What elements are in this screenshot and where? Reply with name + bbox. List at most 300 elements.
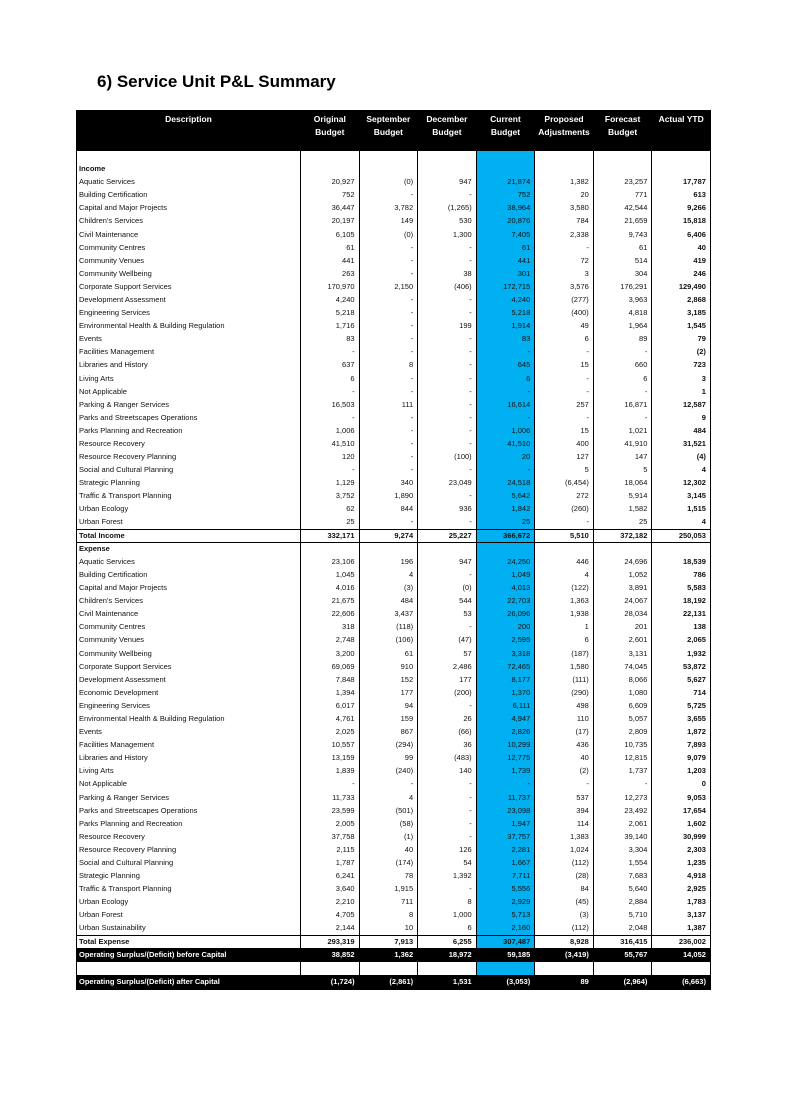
cell-september-budget: 78	[359, 870, 418, 883]
row-label: Corporate Support Services	[79, 281, 172, 291]
table-header	[77, 111, 711, 151]
table-row	[77, 503, 711, 516]
cell-september-budget: 4	[359, 568, 418, 581]
row-label: Building Certification	[79, 569, 148, 579]
cell-forecast-budget: 5,914	[593, 490, 652, 503]
cell-current-budget: 4,013	[476, 582, 535, 595]
cell-proposed-adjustments: -	[535, 778, 594, 791]
cell-actual-ytd: 1,545	[652, 320, 711, 333]
cell-actual-ytd: 250,053	[652, 529, 711, 542]
table-row	[77, 883, 711, 896]
cell-original-budget: 1,394	[301, 686, 360, 699]
table-row	[77, 385, 711, 398]
cell-proposed-adjustments: (122)	[535, 582, 594, 595]
table-row	[77, 699, 711, 712]
cell-actual-ytd: 12,587	[652, 398, 711, 411]
cell-december-budget: 1,392	[418, 870, 477, 883]
cell-original-budget: -	[301, 385, 360, 398]
row-label: Parking & Ranger Services	[79, 792, 170, 802]
cell-original-budget: 2,210	[301, 896, 360, 909]
cell-actual-ytd: 613	[652, 189, 711, 202]
table-row	[77, 215, 711, 228]
cell-actual-ytd: 1,872	[652, 726, 711, 739]
cell-forecast-budget: -	[593, 385, 652, 398]
cell-current-budget: 1,667	[476, 856, 535, 869]
cell-actual-ytd: 5,627	[652, 673, 711, 686]
cell-current-budget: 5,218	[476, 307, 535, 320]
cell-actual-ytd: 1,515	[652, 503, 711, 516]
cell-original-budget: 41,510	[301, 437, 360, 450]
cell-december-budget: -	[418, 778, 477, 791]
cell-current-budget: 26,096	[476, 608, 535, 621]
cell-forecast-budget	[593, 151, 652, 163]
cell-actual-ytd: 3,655	[652, 712, 711, 725]
cell-current-budget: 23,098	[476, 804, 535, 817]
cell-proposed-adjustments: -	[535, 346, 594, 359]
cell-current-budget: 8,177	[476, 673, 535, 686]
cell-september-budget: (240)	[359, 765, 418, 778]
cell-actual-ytd: 2,065	[652, 634, 711, 647]
cell-december-budget: 2,486	[418, 660, 477, 673]
page-title: 6) Service Unit P&L Summary	[97, 72, 336, 91]
cell-september-budget: -	[359, 307, 418, 320]
cell-forecast-budget: 1,737	[593, 765, 652, 778]
cell-current-budget: 6,111	[476, 699, 535, 712]
cell-forecast-budget: 89	[593, 333, 652, 346]
cell-actual-ytd: 1,783	[652, 896, 711, 909]
cell-december-budget: -	[418, 333, 477, 346]
cell-current-budget: -	[476, 778, 535, 791]
cell-forecast-budget: 2,048	[593, 922, 652, 935]
cell-original-budget: 1,839	[301, 765, 360, 778]
cell-forecast-budget: 3,304	[593, 843, 652, 856]
column-header-original-budget	[301, 111, 360, 151]
cell-december-budget: (0)	[418, 582, 477, 595]
cell-actual-ytd: 9	[652, 411, 711, 424]
cell-forecast-budget: 3,131	[593, 647, 652, 660]
cell-current-budget: 366,672	[476, 529, 535, 542]
table-row	[77, 280, 711, 293]
operating-result-row	[77, 948, 711, 962]
cell-current-budget: 2,595	[476, 634, 535, 647]
cell-original-budget: 37,758	[301, 830, 360, 843]
cell-current-budget: 172,715	[476, 280, 535, 293]
row-label: Income	[79, 164, 106, 174]
cell-forecast-budget: 6	[593, 372, 652, 385]
cell-forecast-budget: 25	[593, 516, 652, 529]
cell-december-budget: -	[418, 254, 477, 267]
cell-september-budget: 159	[359, 712, 418, 725]
cell-original-budget: 4,240	[301, 293, 360, 306]
cell-proposed-adjustments: 3,580	[535, 202, 594, 215]
row-label: Engineering Services	[79, 700, 150, 710]
cell-december-budget: 177	[418, 673, 477, 686]
cell-actual-ytd: 2,868	[652, 293, 711, 306]
cell-actual-ytd: 5,725	[652, 699, 711, 712]
cell-september-budget: -	[359, 424, 418, 437]
column-header-forecast-budget	[593, 111, 652, 151]
cell-proposed-adjustments: 1,938	[535, 608, 594, 621]
row-label: Corporate Support Services	[79, 661, 172, 671]
cell-september-budget: -	[359, 372, 418, 385]
cell-current-budget	[476, 962, 535, 975]
cell-original-budget: 23,106	[301, 555, 360, 568]
table-row	[77, 765, 711, 778]
cell-forecast-budget: 5,640	[593, 883, 652, 896]
cell-actual-ytd	[652, 962, 711, 975]
cell-current-budget	[476, 151, 535, 163]
cell-original-budget	[301, 163, 360, 176]
table-row	[77, 660, 711, 673]
cell-proposed-adjustments: -	[535, 411, 594, 424]
table-row	[77, 843, 711, 856]
cell-original-budget: 441	[301, 254, 360, 267]
cell-original-budget: 61	[301, 241, 360, 254]
cell-september-budget: -	[359, 464, 418, 477]
table-row	[77, 516, 711, 529]
cell-proposed-adjustments: -	[535, 385, 594, 398]
table-body	[77, 151, 711, 990]
cell-actual-ytd	[652, 151, 711, 163]
cell-december-budget: -	[418, 464, 477, 477]
cell-december-budget: 199	[418, 320, 477, 333]
cell-proposed-adjustments: (187)	[535, 647, 594, 660]
cell-current-budget: 83	[476, 333, 535, 346]
cell-september-budget: 2,150	[359, 280, 418, 293]
table-row	[77, 896, 711, 909]
row-label: Resource Recovery	[79, 831, 145, 841]
cell-december-budget: -	[418, 699, 477, 712]
cell-current-budget: 41,510	[476, 437, 535, 450]
column-header-description	[77, 111, 301, 151]
cell-december-budget: 6,255	[418, 935, 477, 948]
cell-proposed-adjustments: (28)	[535, 870, 594, 883]
cell-september-budget: 94	[359, 699, 418, 712]
row-label: Parking & Ranger Services	[79, 399, 170, 409]
cell-december-budget: -	[418, 490, 477, 503]
row-label: Social and Cultural Planning	[79, 465, 174, 475]
cell-actual-ytd: 4	[652, 464, 711, 477]
cell-december-budget: 38	[418, 267, 477, 280]
cell-december-budget: 18,972	[418, 948, 477, 962]
cell-current-budget: 37,757	[476, 830, 535, 843]
cell-current-budget: 307,487	[476, 935, 535, 948]
table-row	[77, 595, 711, 608]
row-label: Urban Sustainability	[79, 923, 146, 933]
cell-september-budget: -	[359, 241, 418, 254]
column-header-proposed-adjustments	[535, 111, 594, 151]
cell-original-budget: 25	[301, 516, 360, 529]
cell-december-budget: 126	[418, 843, 477, 856]
row-label: Resource Recovery Planning	[79, 452, 177, 462]
cell-proposed-adjustments: (2)	[535, 765, 594, 778]
column-header-line1: Description	[165, 114, 212, 124]
cell-current-budget: 301	[476, 267, 535, 280]
cell-forecast-budget: 304	[593, 267, 652, 280]
cell-september-budget: 4	[359, 791, 418, 804]
row-label: Parks Planning and Recreation	[79, 818, 183, 828]
cell-forecast-budget: 28,034	[593, 608, 652, 621]
column-header-line1: Proposed	[544, 114, 584, 124]
table-row	[77, 555, 711, 568]
column-header-actual-ytd	[652, 111, 711, 151]
cell-december-budget: 1,531	[418, 975, 477, 989]
cell-actual-ytd: 4,918	[652, 870, 711, 883]
cell-original-budget: 3,752	[301, 490, 360, 503]
cell-september-budget: (118)	[359, 621, 418, 634]
cell-original-budget: 1,716	[301, 320, 360, 333]
cell-current-budget: 22,703	[476, 595, 535, 608]
cell-current-budget: 3,318	[476, 647, 535, 660]
cell-actual-ytd: (4)	[652, 451, 711, 464]
row-label: Not Applicable	[79, 779, 127, 789]
cell-proposed-adjustments: (17)	[535, 726, 594, 739]
cell-december-budget: 1,000	[418, 909, 477, 922]
cell-current-budget: 1,049	[476, 568, 535, 581]
cell-original-budget: 6,241	[301, 870, 360, 883]
table-row	[77, 477, 711, 490]
cell-forecast-budget: 514	[593, 254, 652, 267]
cell-current-budget: 5,713	[476, 909, 535, 922]
row-label: Resource Recovery	[79, 439, 145, 449]
table-row	[77, 437, 711, 450]
cell-proposed-adjustments: 1	[535, 621, 594, 634]
cell-forecast-budget: 5,057	[593, 712, 652, 725]
table-row	[77, 411, 711, 424]
cell-current-budget: 1,842	[476, 503, 535, 516]
cell-current-budget: 59,185	[476, 948, 535, 962]
cell-actual-ytd	[652, 163, 711, 176]
column-header-september-budget	[359, 111, 418, 151]
cell-forecast-budget: 1,554	[593, 856, 652, 869]
row-label: Libraries and History	[79, 753, 148, 763]
cell-september-budget: 99	[359, 752, 418, 765]
cell-original-budget: 263	[301, 267, 360, 280]
table-row	[77, 830, 711, 843]
cell-proposed-adjustments: (260)	[535, 503, 594, 516]
cell-december-budget: (406)	[418, 280, 477, 293]
table-row	[77, 582, 711, 595]
cell-original-budget: 120	[301, 451, 360, 464]
row-label: Events	[79, 334, 102, 344]
column-header-line1: Current	[490, 114, 521, 124]
cell-current-budget: 441	[476, 254, 535, 267]
cell-original-budget: 6	[301, 372, 360, 385]
cell-proposed-adjustments: 394	[535, 804, 594, 817]
cell-current-budget: 21,874	[476, 176, 535, 189]
row-label: Strategic Planning	[79, 478, 140, 488]
row-label: Strategic Planning	[79, 871, 140, 881]
cell-september-budget: -	[359, 516, 418, 529]
cell-actual-ytd: 15,818	[652, 215, 711, 228]
cell-september-budget: -	[359, 385, 418, 398]
cell-december-budget: -	[418, 791, 477, 804]
cell-september-budget	[359, 151, 418, 163]
cell-september-budget: 111	[359, 398, 418, 411]
cell-original-budget: 2,144	[301, 922, 360, 935]
cell-september-budget: (174)	[359, 856, 418, 869]
cell-proposed-adjustments: (112)	[535, 856, 594, 869]
cell-actual-ytd: 1	[652, 385, 711, 398]
cell-september-budget: 40	[359, 843, 418, 856]
cell-actual-ytd: 714	[652, 686, 711, 699]
table-row	[77, 673, 711, 686]
cell-proposed-adjustments: 446	[535, 555, 594, 568]
cell-december-budget	[418, 163, 477, 176]
row-label: Community Wellbeing	[79, 268, 152, 278]
cell-original-budget: 2,115	[301, 843, 360, 856]
cell-current-budget: 1,914	[476, 320, 535, 333]
spacer-row	[77, 151, 711, 163]
cell-original-budget: 11,733	[301, 791, 360, 804]
cell-proposed-adjustments: (112)	[535, 922, 594, 935]
cell-forecast-budget: 372,182	[593, 529, 652, 542]
row-label: Urban Ecology	[79, 897, 129, 907]
cell-forecast-budget: 10,735	[593, 739, 652, 752]
row-label: Civil Maintenance	[79, 609, 139, 619]
column-header-line1: December	[426, 114, 468, 124]
cell-proposed-adjustments: 40	[535, 752, 594, 765]
cell-december-budget: -	[418, 883, 477, 896]
cell-original-budget: 23,599	[301, 804, 360, 817]
row-label: Total Income	[77, 529, 301, 542]
cell-forecast-budget: 1,582	[593, 503, 652, 516]
cell-september-budget: (58)	[359, 817, 418, 830]
cell-september-budget: 8	[359, 359, 418, 372]
cell-current-budget: 2,929	[476, 896, 535, 909]
cell-proposed-adjustments: 6	[535, 333, 594, 346]
cell-proposed-adjustments: 6	[535, 634, 594, 647]
spacer-row	[77, 962, 711, 975]
cell-december-budget: -	[418, 516, 477, 529]
table-row	[77, 398, 711, 411]
cell-september-budget: 1,890	[359, 490, 418, 503]
cell-current-budget: 4,240	[476, 293, 535, 306]
table-row	[77, 686, 711, 699]
cell-forecast-budget: 2,601	[593, 634, 652, 647]
cell-forecast-budget: 24,067	[593, 595, 652, 608]
table-row	[77, 608, 711, 621]
column-header-line2: Budget	[607, 127, 638, 137]
cell-december-budget: -	[418, 621, 477, 634]
cell-current-budget: 38,964	[476, 202, 535, 215]
cell-december-budget: -	[418, 437, 477, 450]
table-row	[77, 424, 711, 437]
cell-september-budget: -	[359, 346, 418, 359]
cell-december-budget: (66)	[418, 726, 477, 739]
cell-september-budget: -	[359, 189, 418, 202]
cell-proposed-adjustments: 89	[535, 975, 594, 989]
cell-actual-ytd: 3,145	[652, 490, 711, 503]
cell-proposed-adjustments: 8,928	[535, 935, 594, 948]
cell-september-budget: 149	[359, 215, 418, 228]
row-label: Expense	[79, 544, 110, 554]
cell-original-budget: 332,171	[301, 529, 360, 542]
cell-september-budget: 867	[359, 726, 418, 739]
cell-december-budget: -	[418, 411, 477, 424]
cell-proposed-adjustments: 1,363	[535, 595, 594, 608]
cell-forecast-budget: 660	[593, 359, 652, 372]
table-row	[77, 359, 711, 372]
column-header-line1: September	[366, 114, 411, 124]
table-row	[77, 647, 711, 660]
cell-actual-ytd: 9,266	[652, 202, 711, 215]
cell-forecast-budget: 9,743	[593, 228, 652, 241]
table-row	[77, 464, 711, 477]
pl-summary-table	[76, 110, 711, 990]
cell-actual-ytd: 786	[652, 568, 711, 581]
column-header-line2: Budget	[490, 127, 521, 137]
table-row	[77, 791, 711, 804]
section-header-row	[77, 542, 711, 555]
row-label: Urban Forest	[79, 517, 123, 527]
cell-proposed-adjustments	[535, 962, 594, 975]
cell-proposed-adjustments: 5,510	[535, 529, 594, 542]
cell-forecast-budget: 39,140	[593, 830, 652, 843]
cell-forecast-budget: -	[593, 346, 652, 359]
cell-current-budget	[476, 542, 535, 555]
cell-actual-ytd: 17,654	[652, 804, 711, 817]
row-label: Community Centres	[79, 242, 146, 252]
cell-original-budget: 637	[301, 359, 360, 372]
cell-proposed-adjustments: 84	[535, 883, 594, 896]
cell-proposed-adjustments: 1,383	[535, 830, 594, 843]
table-row	[77, 726, 711, 739]
cell-december-budget: 6	[418, 922, 477, 935]
cell-proposed-adjustments: 784	[535, 215, 594, 228]
cell-forecast-budget: -	[593, 778, 652, 791]
cell-proposed-adjustments: -	[535, 372, 594, 385]
table-row	[77, 241, 711, 254]
cell-actual-ytd	[652, 542, 711, 555]
row-label	[77, 151, 301, 163]
cell-actual-ytd: (2)	[652, 346, 711, 359]
cell-forecast-budget: -	[593, 411, 652, 424]
cell-december-budget: 1,300	[418, 228, 477, 241]
cell-actual-ytd: 18,192	[652, 595, 711, 608]
cell-original-budget: 16,503	[301, 398, 360, 411]
cell-current-budget: 5,642	[476, 490, 535, 503]
cell-proposed-adjustments: 110	[535, 712, 594, 725]
row-label: Building Certification	[79, 190, 148, 200]
cell-proposed-adjustments	[535, 542, 594, 555]
row-label: Urban Ecology	[79, 504, 129, 514]
cell-actual-ytd: 12,302	[652, 477, 711, 490]
cell-original-budget: 2,748	[301, 634, 360, 647]
cell-forecast-budget: 8,066	[593, 673, 652, 686]
cell-september-budget: 711	[359, 896, 418, 909]
cell-december-budget: -	[418, 385, 477, 398]
row-label: Aquatic Services	[79, 177, 135, 187]
cell-original-budget: 1,045	[301, 568, 360, 581]
row-label: Not Applicable	[79, 386, 127, 396]
cell-actual-ytd: 9,053	[652, 791, 711, 804]
section-header-row	[77, 163, 711, 176]
row-label: Aquatic Services	[79, 556, 135, 566]
cell-september-budget: -	[359, 267, 418, 280]
cell-current-budget: -	[476, 385, 535, 398]
row-label: Children's Services	[79, 216, 143, 226]
cell-proposed-adjustments: 3	[535, 267, 594, 280]
cell-proposed-adjustments: 15	[535, 424, 594, 437]
table-row	[77, 909, 711, 922]
cell-current-budget: -	[476, 346, 535, 359]
cell-september-budget: -	[359, 293, 418, 306]
column-header-line1: Original	[313, 114, 346, 124]
cell-proposed-adjustments: (3)	[535, 909, 594, 922]
total-row	[77, 935, 711, 948]
cell-actual-ytd: 2,925	[652, 883, 711, 896]
